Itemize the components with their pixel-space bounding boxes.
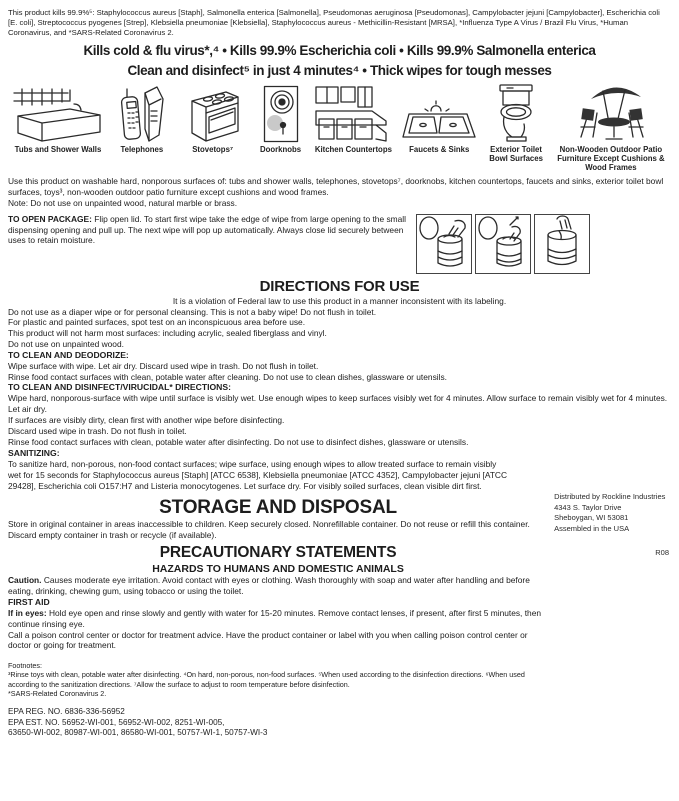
- surface-label: Exterior Toilet Bowl Surfaces: [489, 145, 543, 164]
- disinfect-line: Wipe hard, nonporous-surface with wipe until surface is visibly wet. Use enough wipes to keep surfaces visibly wet for 4 minutes. Allow surface to remain visibly wet for 4 minutes. Let air dry.: [8, 393, 668, 415]
- surface-label: Doorknobs: [259, 145, 302, 155]
- patio-furniture-icon: [569, 85, 653, 143]
- surface-item-tubs: [8, 85, 108, 154]
- surface-label: Faucets & Sinks: [409, 145, 470, 155]
- directions-for-use-title: DIRECTIONS FOR USE: [259, 277, 420, 295]
- wipe-canister-step2-icon: [475, 214, 531, 274]
- surface-item-toilet: [483, 85, 549, 163]
- epa-block: [8, 707, 548, 739]
- caution-text: Causes moderate eye irritation. Avoid contact with eyes or clothing. Wash thoroughly with soap and water after handling and before eating, drinking, chewing gum, using tobacco or using the toilet.: [8, 575, 530, 597]
- distributor-line: Distributed by Rockline Industries: [554, 492, 666, 502]
- hazards-subtitle: HAZARDS TO HUMANS AND DOMESTIC ANIMALS: [152, 563, 404, 576]
- wipe-canister-step3-icon: [534, 214, 590, 274]
- directions-line: Do not use as a diaper wipe or for personal cleansing. This is not a baby wipe! Do not flush in toilet.: [8, 306, 377, 317]
- distributor-line: 4343 S. Taylor Drive: [554, 502, 622, 512]
- footnotes-text: ³Rinse toys with clean, potable water after disinfecting. ⁴On hard, non-porous, non-food surfaces. ⁵When used according to the disinfection directions. ⁶When used according to the sanitization directions. ⁷Allow the surface to adjust to room temperature before disinfection.: [8, 670, 525, 689]
- surface-item-faucets-sinks: [397, 85, 481, 154]
- surface-label: Stovetops⁷: [192, 145, 234, 155]
- if-in-eyes-paragraph: [8, 608, 548, 630]
- deodorize-line: Rinse food contact surfaces with clean, potable water after cleaning. Do not use to clean dishes, glassware or utensils.: [8, 371, 447, 382]
- first-aid-heading: FIRST AID: [8, 596, 50, 607]
- disinfect-line: If surfaces are visibly dirty, clean first with another wipe before disinfecting.: [8, 414, 285, 425]
- stove-icon: [184, 85, 242, 143]
- epa-est-number-line2: 63650-WI-002, 80987-WI-001, 86580-WI-001, 50757-WI-1, 50757-WI-3: [8, 728, 268, 738]
- footnote-sars: *SARS-Related Coronavirus 2.: [8, 688, 107, 698]
- wipe-canister-step1-icon: [416, 214, 472, 274]
- epa-reg-number: EPA REG. NO. 6836-336-56952: [8, 706, 125, 716]
- sanitizing-heading: SANITIZING:: [8, 448, 60, 459]
- bathtub-icon: [10, 85, 106, 143]
- lower-right-column: [548, 448, 671, 738]
- disinfect-line: Rinse food contact surfaces with clean, potable water after disinfecting. Do not use to disinfect dishes, glassware or utensils.: [8, 436, 469, 447]
- headline-line-2: Clean and disinfect⁵ in just 4 minutes⁴ • Thick wipes for tough messes: [127, 63, 552, 79]
- usage-paragraph: Use this product on washable hard, nonporous surfaces of: tubs and shower walls, telephones, stovetops⁷, doorknobs, kitchen countertops, faucets and sinks, exterior toilet bowl surfaces, toys³, non-wooden outdoor patio furniture except cushions and wood frames.: [8, 176, 664, 198]
- if-in-eyes-label: If in eyes:: [8, 607, 47, 618]
- directions-line: This product will not harm most surfaces: including acrylic, sealed fiberglass and vinyl.: [8, 328, 327, 339]
- surface-item-patio-furniture: [551, 85, 671, 172]
- open-package-paragraph: [8, 214, 406, 274]
- surface-item-stovetops: [176, 85, 250, 154]
- open-package-heading: TO OPEN PACKAGE:: [8, 213, 92, 224]
- distributor-line: Assembled in the USA: [554, 523, 630, 533]
- toilet-icon: [493, 85, 539, 143]
- kills-organisms-paragraph: This product kills 99.9%⁵: Staphylococcus aureus [Staph], Salmonella enterica [Salmonella], Pseudomonas aeruginosa [Pseudomonas], Campylobacter jejuni [Campylobacter], Escherichia coli [E. coli], Streptococcus pyogenes [Strep], Klebsiella pneumoniae [Klebsiella], Staphylococcus aureus - Methicillin-Resistant [MRSA], *Influenza Type A Virus / Brazil Flu Virus, *Human Coronavirus, and *SARS-Related Coronavirus 2.: [8, 8, 660, 37]
- doorknob-icon: [263, 85, 299, 143]
- if-in-eyes-text: Hold eye open and rinse slowly and gently with water for 15-20 minutes. Remove contact lenses, if present, after first 5 minutes, then continue rinsing eye.: [8, 607, 542, 629]
- sanitizing-paragraph: To sanitize hard, non-porous, non-food contact surfaces; wipe surface, using enough wipes to allow treated surface to remain visibly wet for 15 seconds for Staphylococcus aureus [Staph] [ATCC 6538], Klebsiella pneumoniae [ATCC 4352], Campylobacter jejuni [ATCC 29428], Escherichia coli O157:H7 and Listeria monocytogenes. Let surface dry. For visibly soiled surfaces, clean visible dirt first.: [8, 459, 508, 491]
- surface-item-doorknobs: [252, 85, 310, 154]
- headline: [8, 41, 671, 81]
- surface-label: Telephones: [120, 145, 164, 155]
- revision-code: R08: [655, 548, 669, 558]
- violation-line: It is a violation of Federal law to use this product in a manner inconsistent with its labeling.: [172, 295, 507, 306]
- distributor-block: [554, 492, 671, 534]
- footnotes-block: [8, 661, 548, 698]
- caution-label: Caution.: [8, 575, 42, 586]
- directions-line: For plastic and painted surfaces, spot test on an inconspicuous area before use.: [8, 317, 306, 328]
- precautionary-title: PRECAUTIONARY STATEMENTS: [159, 544, 397, 562]
- poison-control-paragraph: Call a poison control center or doctor for treatment advice. Have the product container or label with you when calling poison control center or doctor or going for treatment.: [8, 629, 528, 651]
- distributor-line: Sheboygan, WI 53081: [554, 513, 629, 523]
- lower-left-column: [8, 448, 548, 738]
- usage-note: Note: Do not use on unpainted wood, natural marble or brass.: [8, 197, 238, 208]
- surface-label: Tubs and Shower Walls: [14, 145, 102, 155]
- directions-line: Do not use on unpainted wood.: [8, 338, 124, 349]
- surface-label: Kitchen Countertops: [314, 145, 392, 155]
- deodorize-heading: TO CLEAN AND DEODORIZE:: [8, 349, 129, 360]
- epa-est-number-line1: EPA EST. NO. 56952-WI-001, 56952-WI-002, 8251-WI-005,: [8, 717, 225, 727]
- lower-two-column-region: [8, 448, 671, 738]
- storage-paragraph: Store in original container in areas inaccessible to children. Keep securely closed. Nonrefillable container. Do not reuse or refill this container. Discard empty container in trash or recycle (if available).: [8, 518, 530, 540]
- telephone-icon: [119, 85, 165, 143]
- sink-icon: [401, 85, 477, 143]
- caution-paragraph: [8, 575, 548, 597]
- deodorize-line: Wipe surface with wipe. Let air dry. Discard used wipe in trash. Do not flush in toilet.: [8, 360, 319, 371]
- open-package-section: [8, 214, 671, 274]
- surface-icons-row: [8, 85, 671, 172]
- footnotes-heading: Footnotes:: [8, 661, 42, 671]
- surface-item-kitchen-countertops: [311, 85, 395, 154]
- headline-line-1: Kills cold & flu virus*,⁴ • Kills 99.9% Escherichia coli • Kills 99.9% Salmonella enterica: [83, 43, 596, 59]
- disinfect-heading: TO CLEAN AND DISINFECT/VIRUCIDAL* DIRECTIONS:: [8, 382, 231, 393]
- open-package-text: Flip open lid. To start first wipe take the edge of wipe from large opening to the small dispensing opening and pull up. The next wipe will pop up automatically. Always close lid securely between uses to retain moisture.: [8, 213, 406, 246]
- disinfect-line: Discard used wipe in trash. Do not flush in toilet.: [8, 425, 187, 436]
- open-package-illustrations: [416, 214, 593, 274]
- kitchen-countertop-icon: [314, 85, 392, 143]
- surface-label: Non-Wooden Outdoor Patio Furniture Except Cushions & Wood Frames: [557, 145, 665, 173]
- storage-disposal-title: STORAGE AND DISPOSAL: [159, 496, 397, 518]
- surface-item-telephones: [110, 85, 174, 154]
